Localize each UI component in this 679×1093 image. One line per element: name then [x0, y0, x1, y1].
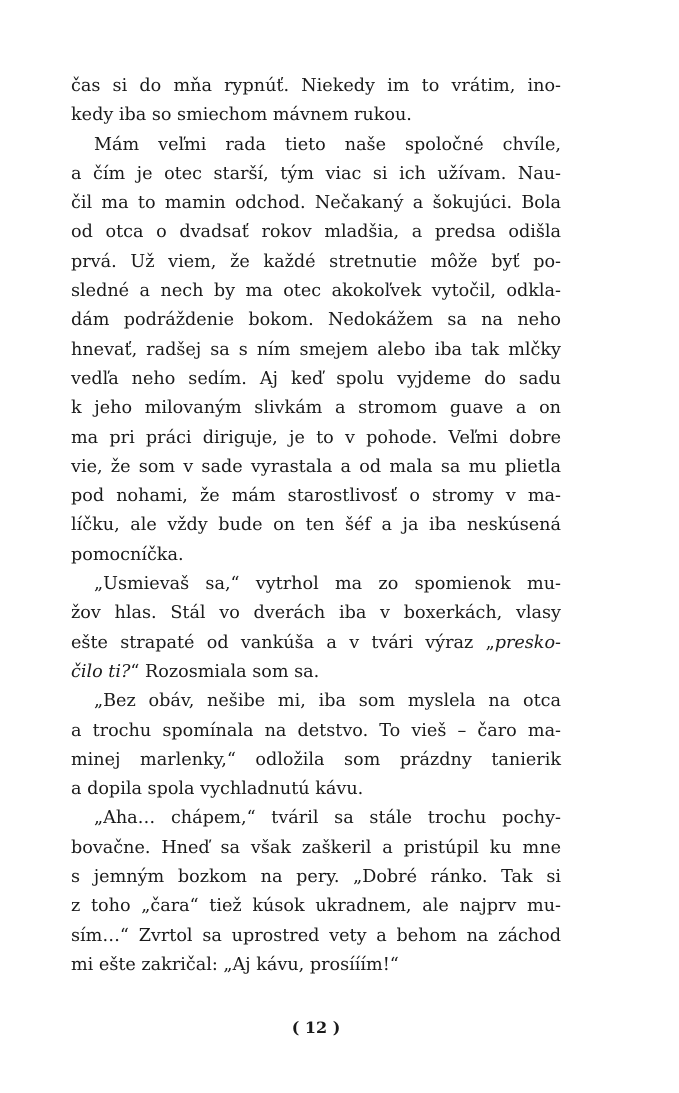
text-segment: z toho „čara“ tiež kúsok ukradnem, ale najprv mu- — [71, 896, 561, 917]
paragraph — [71, 131, 561, 570]
text-line — [71, 746, 561, 775]
text-segment: pod nohami, že mám starostlivosť o stromy v ma- — [71, 486, 561, 507]
text-segment: minej marlenky,“ odložila som prázdny tanierik — [71, 749, 561, 770]
text-line — [71, 248, 561, 277]
text-segment: ešte strapaté od vankúša a v tvári výraz „ — [71, 632, 495, 653]
page-number: ( 12 ) — [291, 1018, 341, 1037]
text-segment: „Bez obáv, nešibe mi, iba som myslela na otca — [94, 691, 561, 712]
text-segment: kedy iba so smiechom mávnem rukou. — [71, 105, 412, 126]
text-segment: dám podráždenie bokom. Nedokážem sa na neho — [71, 310, 561, 331]
text-line — [71, 453, 561, 482]
text-line — [71, 277, 561, 306]
text-line — [71, 717, 561, 746]
text-segment: „Usmievaš sa,“ vytrhol ma zo spomienok mu- — [94, 574, 561, 595]
paragraph — [71, 72, 561, 131]
text-segment: „Aha… chápem,“ tváril sa stále trochu pochy- — [94, 808, 561, 829]
text-segment: žov hlas. Stál vo dverách iba v boxerkách, vlasy — [71, 603, 561, 624]
text-line — [71, 570, 561, 599]
text-line — [71, 160, 561, 189]
text-segment: bovačne. Hneď sa však zaškeril a pristúpil ku mne — [71, 837, 561, 858]
text-segment: “ Rozosmiala som sa. — [130, 661, 320, 682]
text-line — [71, 892, 561, 921]
text-segment: Mám veľmi rada tieto naše spoločné chvíle, — [94, 134, 561, 155]
text-segment: vedľa neho sedím. Aj keď spolu vyjdeme do sadu — [71, 368, 561, 389]
text-line — [71, 629, 561, 658]
text-segment: prvá. Už viem, že každé stretnutie môže byť po- — [71, 251, 561, 272]
text-segment: k jeho milovaným slivkám a stromom guave a on — [71, 398, 561, 419]
text-segment: sím…“ Zvrtol sa uprostred vety a behom na záchod — [71, 925, 561, 946]
text-line — [71, 482, 561, 511]
text-line — [71, 775, 561, 804]
text-line — [71, 804, 561, 833]
text-line — [71, 687, 561, 716]
text-line — [71, 922, 561, 951]
text-segment: čas si do mňa rypnúť. Niekedy im to vrátim, ino- — [71, 76, 561, 96]
text-line — [71, 599, 561, 628]
text-line — [71, 131, 561, 160]
text-line — [71, 101, 561, 130]
text-segment: pomocníčka. — [71, 544, 184, 565]
text-line — [71, 511, 561, 540]
text-line — [71, 951, 561, 980]
text-segment: a dopila spola vychladnutú kávu. — [71, 779, 364, 800]
text-line — [71, 218, 561, 247]
paragraph — [71, 570, 561, 687]
text-segment: vie, že som v sade vyrastala a od mala sa mu plietla — [71, 456, 561, 477]
text-segment: a čím je otec starší, tým viac si ich užívam. Nau- — [71, 163, 561, 184]
body-text — [71, 72, 561, 980]
text-segment: s jemným bozkom na pery. „Dobré ránko. Tak si — [71, 867, 561, 888]
italic-text: čilo ti? — [71, 661, 131, 682]
text-segment: od otca o dvadsať rokov mladšia, a predsa odišla — [71, 222, 561, 243]
text-segment: ma pri práci diriguje, je to v pohode. Veľmi dobre — [71, 427, 561, 448]
text-segment: sledné a nech by ma otec akokoľvek vytočil, odkla- — [71, 281, 561, 302]
paragraph — [71, 687, 561, 804]
text-line — [71, 424, 561, 453]
paragraph — [71, 804, 561, 980]
text-line — [71, 541, 561, 570]
text-segment: a trochu spomínala na detstvo. To vieš – čaro ma- — [71, 720, 561, 741]
text-segment: čil ma to mamin odchod. Nečakaný a šokujúci. Bola — [71, 193, 561, 214]
text-line — [71, 658, 561, 687]
text-line — [71, 189, 561, 218]
text-segment: hnevať, radšej sa s ním smejem alebo iba tak mlčky — [71, 339, 561, 360]
text-line — [71, 834, 561, 863]
italic-text: presko- — [494, 632, 561, 653]
text-line — [71, 336, 561, 365]
text-line — [71, 365, 561, 394]
text-line — [71, 306, 561, 335]
text-segment: líčku, ale vždy bude on ten šéf a ja iba neskúsená — [71, 515, 561, 536]
text-line — [71, 394, 561, 423]
text-line — [71, 863, 561, 892]
text-segment: mi ešte zakričal: „Aj kávu, prosííím!“ — [71, 954, 399, 975]
text-line — [71, 72, 561, 101]
